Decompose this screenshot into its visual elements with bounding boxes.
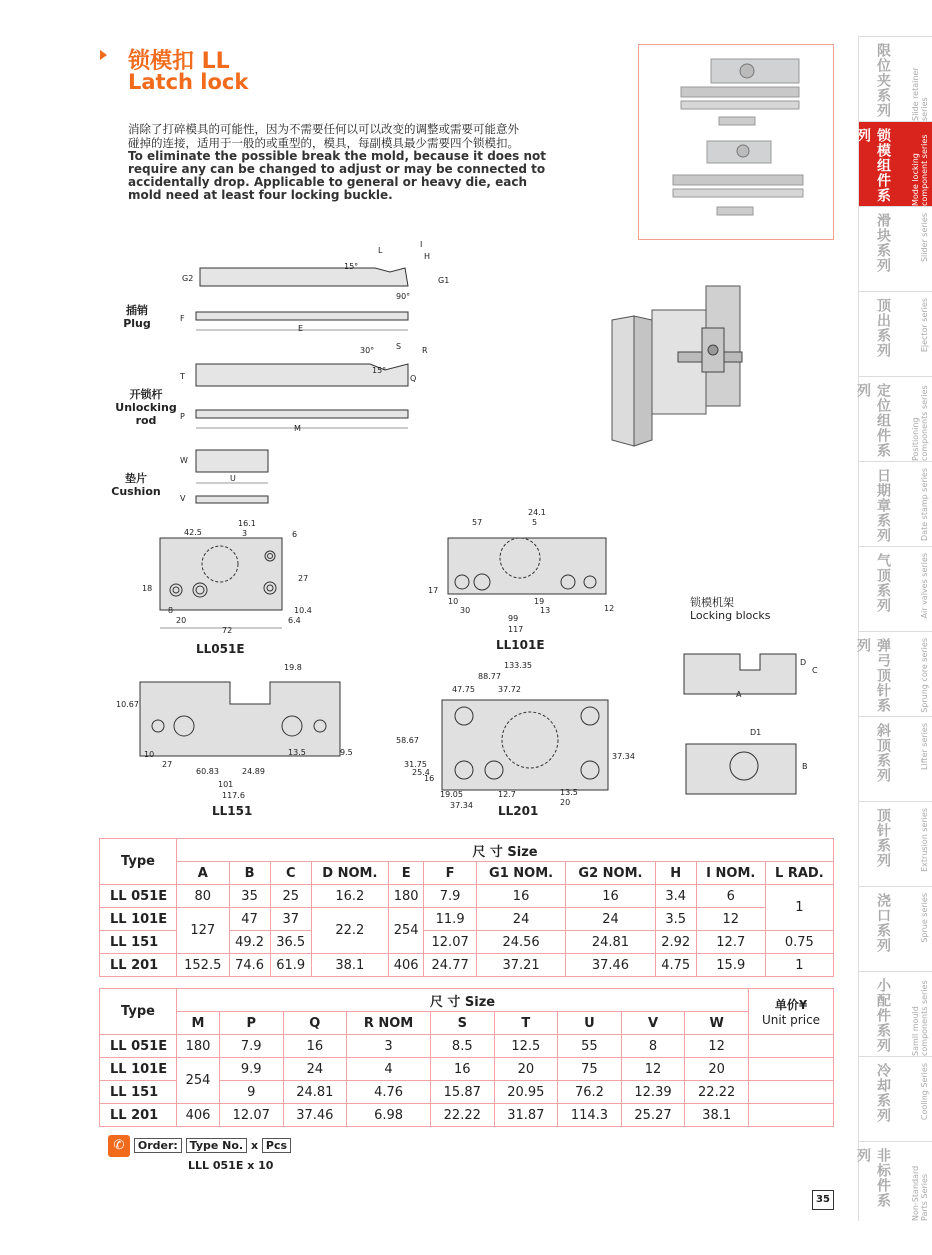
ll151-label: LL151 bbox=[212, 804, 253, 818]
d101-e: 10 bbox=[448, 597, 459, 606]
d201-m: 20 bbox=[560, 798, 571, 807]
dim-T: T bbox=[180, 372, 185, 381]
description bbox=[128, 122, 568, 202]
sidebar-item-small-components[interactable]: 小配件系列 Samll mould components series bbox=[858, 971, 932, 1056]
plug-top-shape bbox=[200, 268, 408, 286]
t1-size-header: 尺 寸 Size bbox=[177, 839, 834, 862]
cushion-label: 垫片 Cushion bbox=[111, 472, 161, 498]
d201-g: 25.4 bbox=[412, 768, 430, 777]
order-label: Order: bbox=[134, 1138, 182, 1153]
desc-cn-line2: 碰掉的连接，适用于一般的或重型的，模具，每副模具最少需要四个锁模扣。 bbox=[128, 136, 519, 150]
ll101e-label: LL101E bbox=[496, 638, 545, 652]
d051-a: 42.5 bbox=[184, 528, 202, 537]
sidebar-item-non-standard[interactable]: 非标件系列 Non-Standard Parts Series bbox=[858, 1141, 932, 1221]
d051-k: 72 bbox=[222, 626, 233, 635]
d051-h: 20 bbox=[176, 616, 187, 625]
phone-icon: ✆ bbox=[108, 1135, 130, 1157]
dim-L: L bbox=[378, 246, 383, 255]
table-row: LL 201 406 12.07 37.46 6.98 22.22 31.87 114.3 25.27 38.1 bbox=[100, 1104, 834, 1127]
dim-U: U bbox=[230, 474, 236, 483]
locking-block-front bbox=[684, 654, 796, 694]
table-row: LL 051E 180 7.9 16 3 8.5 12.5 55 8 12 bbox=[100, 1035, 834, 1058]
table-row: LL 101E 254 9.9 24 4 16 20 75 12 20 bbox=[100, 1058, 834, 1081]
d101-j: 99 bbox=[508, 614, 519, 623]
title-arrow-icon bbox=[100, 50, 107, 60]
d201-c: 47.75 bbox=[452, 685, 475, 694]
rod-label: 开锁杆 Unlocking rod bbox=[115, 388, 177, 427]
mold-assembly-illustration bbox=[604, 276, 754, 452]
rod-side-shape bbox=[196, 410, 408, 418]
sidebar-item-positioning[interactable]: 定位组件系列 Positioning components series bbox=[858, 376, 932, 461]
ll051e-label: LL051E bbox=[196, 642, 245, 656]
t2-size-header: 尺 寸 Size bbox=[177, 989, 749, 1012]
blocks-label: 锁模机架 Locking blocks bbox=[690, 596, 771, 622]
order-section: ✆ Order: Type No. x Pcs LLL 051E x 10 bbox=[108, 1135, 291, 1172]
sidebar-item-sprue[interactable]: 浇口系列 Sprue series bbox=[858, 886, 932, 971]
desc-en-line1: To eliminate the possible break the mold, because it does not bbox=[128, 149, 547, 163]
blk-C: C bbox=[812, 666, 818, 675]
sidebar-item-slide-retainer[interactable]: 限位夹系列 Slide retainer series bbox=[858, 36, 932, 121]
sidebar-item-lifter[interactable]: 斜顶系列 Lifter series bbox=[858, 716, 932, 801]
dim-30a: 30° bbox=[360, 346, 375, 355]
dim-P: P bbox=[180, 412, 185, 421]
order-example-qty: 10 bbox=[258, 1159, 274, 1172]
desc-en-line3: accidentally drop. Applicable to general or heavy die, each bbox=[128, 175, 528, 189]
page-title-cn: 锁模扣 LL bbox=[128, 49, 230, 74]
sidebar-item-date-stamp[interactable]: 日期章系列 Date stamp series bbox=[858, 461, 932, 546]
d151-e: 60.83 bbox=[196, 767, 219, 776]
d201-i: 19.05 bbox=[440, 790, 463, 799]
sidebar-item-ejector[interactable]: 顶出系列 Ejector series bbox=[858, 291, 932, 376]
d101-i: 12 bbox=[604, 604, 615, 613]
d151-j: 117.6 bbox=[222, 791, 245, 800]
d101-g: 19 bbox=[534, 597, 545, 606]
locking-block-top bbox=[686, 744, 796, 794]
d201-j: 37.34 bbox=[450, 801, 473, 810]
size-table-2: Type 尺 寸 Size 单价¥ Unit price M P Q R NOM S T U V W LL 051E 180 7.9 16 3 8.5 12.5 55 8 12 LL 101E 254 9.9 24 4 16 20 75 12 20 LL 151 9 24.81 4.76 15.87 20.95 76.2 12.39 22.22 LL 201 406 12.07 37.46 6.98 22.22 31.87 114.3 25.27 38.1 bbox=[99, 988, 834, 1127]
d151-c: 10 bbox=[144, 750, 155, 759]
cushion-top-shape bbox=[196, 450, 268, 472]
ll101e-drawing bbox=[430, 522, 620, 632]
d101-f: 30 bbox=[460, 606, 471, 615]
d201-e: 58.67 bbox=[396, 736, 419, 745]
sidebar-item-extrusion[interactable]: 顶针系列 Extrusion series bbox=[858, 801, 932, 886]
plug-side-shape bbox=[196, 312, 408, 320]
plug-label: 插销 Plug bbox=[123, 304, 151, 330]
table-row: LL 051E 80 35 25 16.2 180 7.9 16 16 3.4 6 1 bbox=[100, 885, 834, 908]
table-row: LL 201 152.5 74.6 61.9 38.1 406 24.77 37.21 37.46 4.75 15.9 1 bbox=[100, 954, 834, 977]
dim-I: I bbox=[420, 240, 423, 249]
t1-type-header: Type bbox=[100, 839, 177, 885]
order-example-type: LLL 051E bbox=[188, 1159, 244, 1172]
d051-i: 10.4 bbox=[294, 606, 312, 615]
dim-M: M bbox=[294, 424, 301, 433]
sidebar-item-cooling[interactable]: 冷却系列 Cooling Series bbox=[858, 1056, 932, 1141]
d101-c: 5 bbox=[532, 518, 538, 527]
d151-a: 19.8 bbox=[284, 663, 302, 672]
table-row: LL 151 9 24.81 4.76 15.87 20.95 76.2 12.39 22.22 bbox=[100, 1081, 834, 1104]
d201-l: 13.5 bbox=[560, 788, 578, 797]
dim-V: V bbox=[180, 494, 186, 503]
d151-b: 10.67 bbox=[116, 700, 139, 709]
dim-W: W bbox=[180, 456, 188, 465]
d101-d: 17 bbox=[428, 586, 439, 595]
desc-cn-line1: 消除了打碎模具的可能性，因为不需要任何以可以改变的调整或需要可能意外 bbox=[128, 122, 519, 136]
d051-e: 18 bbox=[142, 584, 153, 593]
page-number: 35 bbox=[812, 1190, 834, 1210]
d151-i: 101 bbox=[218, 780, 234, 789]
order-pcs-box: Pcs bbox=[262, 1138, 291, 1153]
desc-en-line2: require any can be changed to adjust or may be connected to bbox=[128, 162, 546, 176]
dim-E: E bbox=[298, 324, 304, 333]
sidebar-item-mode-locking[interactable]: 锁模组件系列 Mode locking component series bbox=[858, 121, 932, 206]
d101-a: 57 bbox=[472, 518, 483, 527]
product-photo bbox=[638, 44, 834, 240]
table-row: LL 101E 127 47 37 22.2 254 11.9 24 24 3.5 12 bbox=[100, 908, 834, 931]
locking-blocks-drawing bbox=[680, 640, 820, 810]
sidebar-item-sprung-core[interactable]: 弹弓顶针系列 Sprung core series bbox=[858, 631, 932, 716]
blk-D1: D1 bbox=[750, 728, 762, 737]
d101-h: 13 bbox=[540, 606, 551, 615]
latch-lock-photo-image bbox=[639, 45, 833, 239]
sidebar-item-air-valves[interactable]: 气顶系列 Air valves series bbox=[858, 546, 932, 631]
ll101e-body bbox=[448, 538, 606, 594]
d201-a: 133.35 bbox=[504, 661, 532, 670]
t2-price-header: 单价¥ Unit price bbox=[749, 989, 834, 1035]
d151-d: 27 bbox=[162, 760, 173, 769]
d201-d: 37.72 bbox=[498, 685, 521, 694]
page-title-en: Latch lock bbox=[128, 70, 249, 94]
d051-g: 8 bbox=[168, 606, 174, 615]
cushion-side-shape bbox=[196, 496, 268, 503]
d151-h: 9.5 bbox=[340, 748, 353, 757]
dim-15a: 15° bbox=[344, 262, 359, 271]
d201-k: 12.7 bbox=[498, 790, 516, 799]
dim-R: R bbox=[422, 346, 428, 355]
d151-g: 13.5 bbox=[288, 748, 306, 757]
d051-c: 3 bbox=[242, 529, 248, 538]
d051-b: 16.1 bbox=[238, 519, 256, 528]
blk-A: A bbox=[736, 690, 742, 699]
blk-B: B bbox=[802, 762, 808, 771]
d201-h: 16 bbox=[424, 774, 435, 783]
dim-G1: G1 bbox=[438, 276, 450, 285]
ll051e-body bbox=[160, 538, 282, 610]
order-type-box: Type No. bbox=[186, 1138, 247, 1153]
components-drawing bbox=[170, 238, 440, 518]
table-row: LL 151 49.2 36.5 12.07 24.56 24.81 2.92 12.7 0.75 bbox=[100, 931, 834, 954]
d201-b: 88.77 bbox=[478, 672, 501, 681]
desc-en-line4: mold need at least four locking buckle. bbox=[128, 188, 393, 202]
d201-f: 31.75 bbox=[404, 760, 427, 769]
d151-f: 24.89 bbox=[242, 767, 265, 776]
d051-j: 6.4 bbox=[288, 616, 301, 625]
sidebar-item-slider[interactable]: 滑块系列 Slider series bbox=[858, 206, 932, 291]
d101-k: 117 bbox=[508, 625, 524, 634]
dim-G2: G2 bbox=[182, 274, 194, 283]
dim-F: F bbox=[180, 314, 185, 323]
d101-b: 24.1 bbox=[528, 508, 546, 517]
d201-n: 37.34 bbox=[612, 752, 635, 761]
dim-90a: 90° bbox=[396, 292, 411, 301]
ll201-label: LL201 bbox=[498, 804, 539, 818]
dim-15b: 15° bbox=[372, 366, 387, 375]
dim-S: S bbox=[396, 342, 402, 351]
blk-D: D bbox=[800, 658, 807, 667]
ll151-body bbox=[140, 682, 340, 756]
category-sidebar bbox=[855, 36, 932, 1221]
dim-H: H bbox=[424, 252, 431, 261]
d051-f: 27 bbox=[298, 574, 309, 583]
dim-Q: Q bbox=[410, 374, 417, 383]
t2-type-header: Type bbox=[100, 989, 177, 1035]
d051-d: 6 bbox=[292, 530, 298, 539]
size-table-1: Type 尺 寸 Size A B C D NOM. E F G1 NOM. G2 NOM. H I NOM. L RAD. LL 051E 80 35 25 16.2 180 7.9 16 16 3.4 6 1 LL 101E 127 47 37 22.2 254 11.9 24 24 3.5 12 LL 151 49.2 36.5 12.07 24.56 24.81 2.92 12.7 0.75 LL 201 152.5 74.6 61.9 38.1 406 24.77 37.21 37.46 4.75 15.9 1 bbox=[99, 838, 834, 977]
